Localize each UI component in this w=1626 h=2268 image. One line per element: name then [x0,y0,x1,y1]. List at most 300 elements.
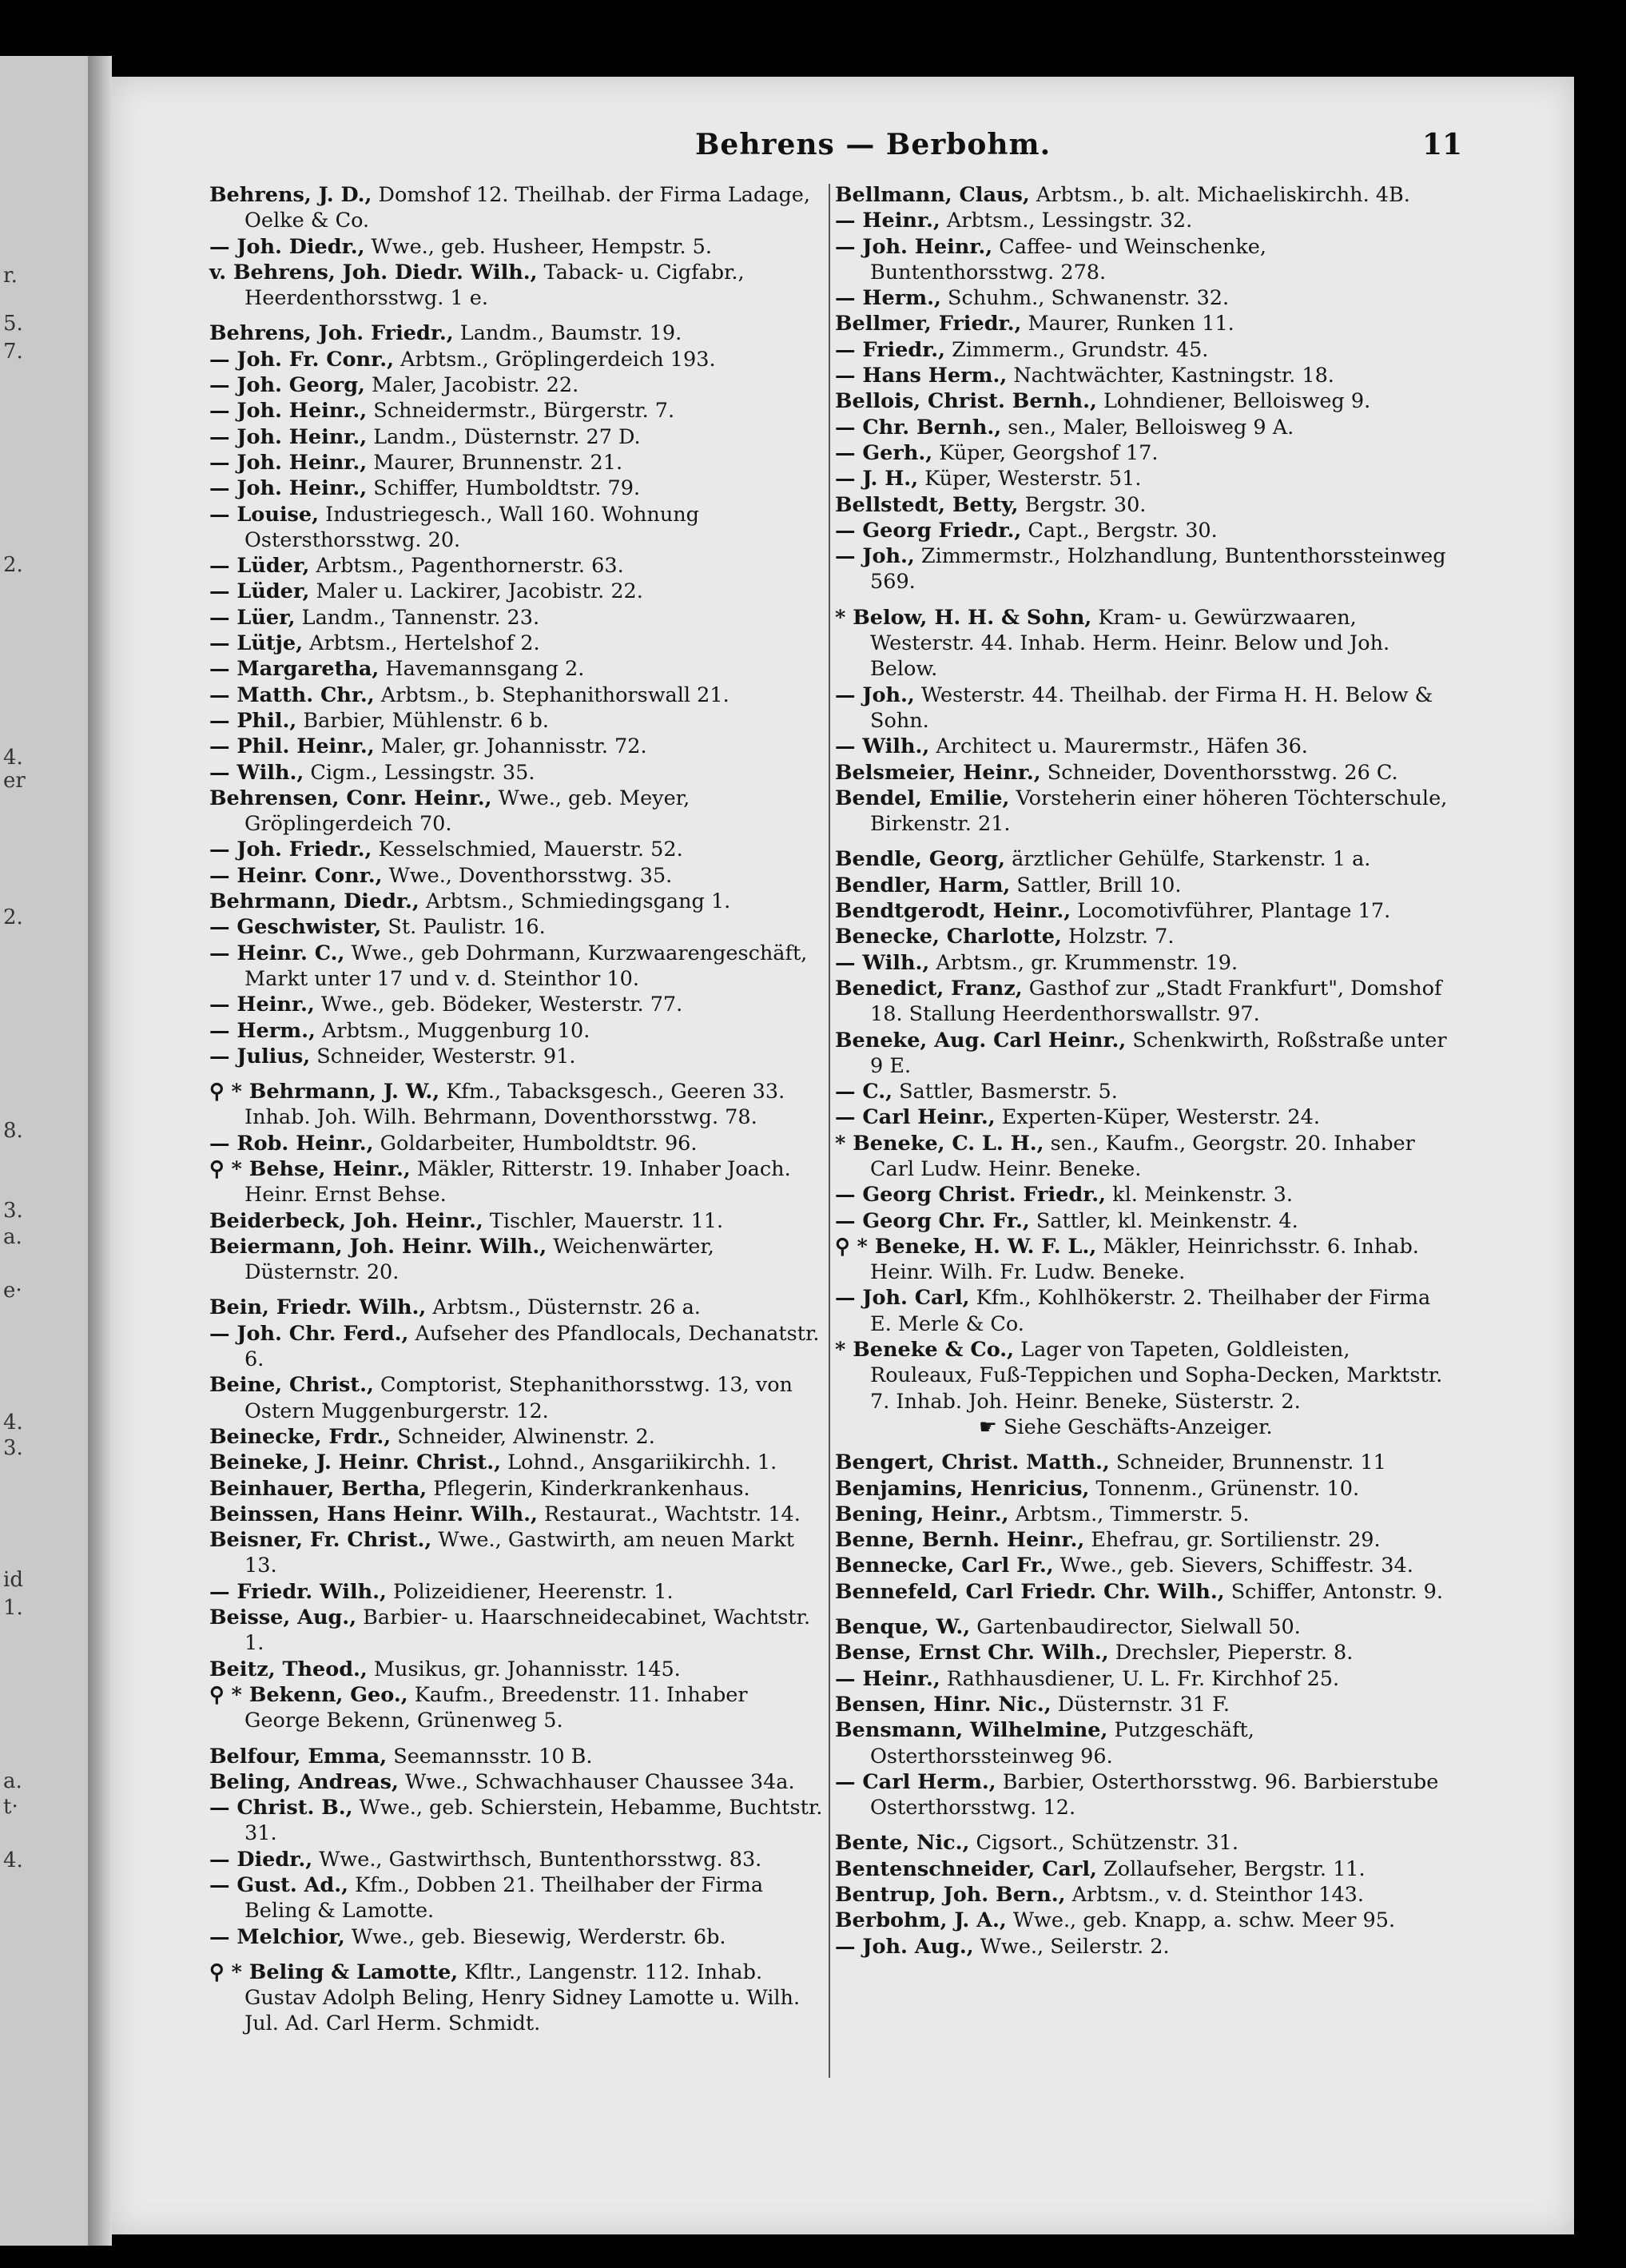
directory-entry [835,1934,1450,1960]
directory-entry [835,440,1450,466]
entry-name: Bente, Nic., [835,1831,970,1856]
directory-entry [835,734,1450,759]
entry-name: v. Behrens, Joh. Diedr. Wilh., [209,260,538,284]
previous-page-fragment: r. [3,264,18,288]
directory-entry [209,475,825,501]
directory-entry [835,415,1450,440]
directory-entry [835,1908,1450,1933]
entry-details: Architect u. Maurermstr., Häfen 36. [929,734,1308,759]
entry-details: Arbtsm., Pagenthornerstr. 63. [309,554,624,579]
entry-name: Beinecke, Frdr., [209,1424,392,1449]
directory-entry [209,320,825,346]
entry-name: — Matth. Chr., [209,682,375,707]
entry-name: — Joh. Friedr., [209,838,372,862]
entry-name: — Georg Christ. Friedr., [835,1183,1107,1208]
entry-name: Beisse, Aug., [209,1606,357,1630]
entry-name: — Joh. Aug., [835,1934,974,1959]
entry-name: — Friedr., [835,337,946,362]
entry-name: — Joh. Heinr., [209,424,368,449]
entry-name: Bentenschneider, Carl, [835,1856,1097,1881]
directory-entry [209,656,825,682]
previous-page-fragment: t· [3,1795,18,1819]
directory-entry [209,1424,825,1450]
entry-name: — Wilh., [835,950,930,975]
directory-entry [835,976,1450,1028]
entry-details: Restaurat., Wachtstr. 14. [537,1502,801,1526]
directory-entry [209,372,825,398]
directory-entry [209,863,825,889]
entry-details: Comptorist, Stephanithorsstwg. 13, von Ostern Muggenburgerstr. 12. [244,1373,793,1423]
directory-entry [835,466,1450,491]
entry-name: Behrmann, Diedr., [209,889,419,914]
entry-details: Goldarbeiter, Humboldtstr. 96. [373,1131,698,1156]
entry-details: Zollaufseher, Bergstr. 11. [1096,1856,1366,1881]
previous-page-fragment: e· [3,1279,22,1303]
entry-details: Barbier- u. Haarschneidecabinet, Wachtstr. 1. [244,1606,811,1656]
entry-details: Vorsteherin einer höheren Töchterschule, Birkenstr. 21. [870,786,1448,837]
entry-details: Arbtsm., gr. Krummenstr. 19. [929,950,1238,975]
entry-name: Bentrup, Joh. Bern., [835,1883,1066,1907]
directory-entry [209,1605,825,1657]
entry-details: kl. Meinkenstr. 3. [1106,1183,1293,1208]
entry-name: Behrensen, Conr. Heinr., [209,786,492,810]
previous-page-fragment: 2. [3,905,23,929]
directory-entry [835,924,1450,949]
entry-details: Taback- u. Cigfabr., Heerdenthorsstwg. 1 e. [244,260,745,311]
entry-details: Maler, Jacobistr. 22. [364,373,579,398]
directory-entry [835,1285,1450,1337]
entry-details: sen., Maler, Belloisweg 9 A. [1001,415,1294,440]
directory-entry [209,1847,825,1872]
entry-name: Beinhauer, Bertha, [209,1476,427,1501]
entry-name: Behrens, J. D., [209,183,372,207]
entry-name: Beine, Christ., [209,1373,374,1398]
entry-details: Schuhm., Schwanenstr. 32. [940,286,1230,311]
entry-name: — Heinr., [209,993,315,1017]
entry-name: ⚲ * Beneke, H. W. F. L., [835,1234,1097,1259]
entry-name: Bellmer, Friedr., [835,312,1022,336]
directory-entry [835,1527,1450,1553]
directory-entry [835,846,1450,872]
entry-details: Gasthof zur „Stadt Frankfurt", Domshof 18. Stallung Heerdenthorswallstr. 97. [870,976,1442,1027]
entry-details: Arbtsm., Lessingstr. 32. [940,209,1193,233]
entry-name: — Phil., [209,708,297,733]
entry-name: — Julius, [209,1044,311,1068]
entry-name: — Joh. Carl, [835,1286,970,1311]
entry-name: Bengert, Christ. Matth., [835,1450,1110,1475]
entry-details: sen., Kaufm., Georgstr. 20. Inhaber Carl Ludw. Heinr. Beneke. [870,1131,1415,1181]
entry-name: — Louise, [209,502,320,527]
entry-name: — J. H., [835,467,919,491]
entry-details: Lohnd., Ansgariikirchh. 1. [500,1450,777,1475]
entry-details: Kram- u. Gewürzwaaren, Westerstr. 44. Inhab. Herm. Heinr. Below und Joh. Below. [870,605,1390,682]
directory-entry [835,1579,1450,1605]
entry-details: Aufseher des Pfandlocals, Dechanatstr. 6. [244,1321,820,1372]
previous-page-fragment: 3. [3,1436,23,1460]
entry-details: Arbtsm., Gröplingerdeich 193. [393,347,716,372]
entry-name: — Lüder, [209,554,310,579]
directory-entry [209,837,825,862]
entry-details: Drechsler, Pieperstr. 8. [1108,1641,1354,1665]
book-spine [88,56,112,2246]
entry-details: Wwe., geb. Meyer, Gröplingerdeich 70. [244,786,690,837]
entry-name: Bense, Ernst Chr. Wilh., [835,1641,1109,1665]
entry-name: Bensmann, Wilhelmine, [835,1718,1108,1743]
entry-name: — Joh. Chr. Ferd., [209,1321,409,1346]
directory-entry [209,1769,825,1795]
entry-details: Arbtsm., Timmerstr. 5. [1008,1502,1250,1526]
previous-page-fragment: a. [3,1769,22,1793]
entry-details: Havemannsgang 2. [379,657,585,682]
entry-details: Schneidermstr., Bürgerstr. 7. [367,399,675,424]
cross-reference-note: ☛ Siehe Geschäfts-Anzeiger. [979,1415,1273,1439]
directory-entry [835,898,1450,924]
directory-entry [835,388,1450,414]
directory-entry [209,1502,825,1527]
directory-entry [209,734,825,759]
entry-details: Cigm., Lessingstr. 35. [304,760,535,785]
entry-details: Cigsort., Schützenstr. 31. [969,1831,1238,1856]
directory-entry [835,1476,1450,1502]
entry-name: — Joh. Heinr., [209,476,368,501]
previous-page-fragment: 3. [3,1199,23,1223]
left-column [209,182,825,2037]
directory-entry [209,182,825,234]
directory-entry [209,1744,825,1769]
previous-page-fragment: 8. [3,1119,23,1143]
entry-name: — Herm., [209,1018,316,1043]
entry-details: Küper, Georgshof 17. [932,440,1159,465]
directory-entry [209,941,825,993]
column-divider [829,184,830,2078]
directory-entry [835,1337,1450,1415]
entry-name: * Below, H. H. & Sohn, [835,605,1092,630]
entry-name: Beisner, Fr. Christ., [209,1528,432,1553]
entry-name: — Gerh., [835,440,933,465]
directory-entry [209,1450,825,1475]
entry-name: — Melchior, [209,1924,345,1949]
previous-page-fragment: 4. [3,746,23,770]
entry-details: Polizeidiener, Heerenstr. 1. [386,1579,674,1604]
directory-entry [835,682,1450,734]
entry-details: Holzstr. 7. [1061,925,1175,949]
directory-entry [835,1450,1450,1475]
entry-details: Wwe., geb. Sievers, Schiffestr. 34. [1053,1554,1413,1578]
entry-details: Landm., Düsternstr. 27 D. [367,424,641,449]
entry-details: Barbier, Osterthorsstwg. 96. Barbierstube Osterthorsstwg. 12. [870,1769,1439,1820]
entry-name: — Georg Friedr., [835,518,1022,543]
entry-name: — Heinr., [835,209,940,233]
entry-details: Capt., Bergstr. 30. [1021,518,1218,543]
directory-entry [209,1079,825,1131]
entry-details: Arbtsm., v. d. Steinthor 143. [1065,1883,1365,1907]
directory-entry [835,518,1450,543]
directory-entry [835,1640,1450,1665]
directory-entry [835,1692,1450,1717]
entry-details: Wwe., Gastwirth, am neuen Markt 13. [244,1528,795,1578]
directory-entry [209,1960,825,2037]
entry-name: — Joh. Diedr., [209,234,365,259]
entry-details: Westerstr. 44. Theilhab. der Firma H. H. Below & Sohn. [870,682,1433,733]
entry-name: Beinssen, Hans Heinr. Wilh., [209,1502,538,1526]
entry-details: Rathhausdiener, U. L. Fr. Kirchhof 25. [940,1666,1340,1691]
directory-entry [835,1079,1450,1104]
entry-name: — Margaretha, [209,657,380,682]
directory-entry [209,1579,825,1605]
directory-entry [835,873,1450,898]
directory-entry [835,1882,1450,1908]
directory-entry [209,1234,825,1286]
entry-details: Kesselschmied, Mauerstr. 52. [372,838,683,862]
directory-entry [209,914,825,940]
entry-name: Behrens, Joh. Friedr., [209,321,454,346]
entry-name: — Hans Herm., [835,364,1008,388]
previous-page-edge [0,56,88,2246]
entry-name: Beitz, Theod., [209,1657,368,1681]
entry-name: * Beneke & Co., [835,1338,1015,1363]
entry-details: Landm., Tannenstr. 23. [295,605,540,630]
directory-entry [209,1476,825,1502]
directory-entry [835,786,1450,838]
entry-name: — Heinr. Conr., [209,863,383,888]
previous-page-fragment: a. [3,1225,22,1249]
entry-details: Tonnenm., Grünenstr. 10. [1089,1476,1360,1501]
entry-details: Schneider, Doventhorsstwg. 26 C. [1040,760,1398,785]
previous-page-fragment: 5. [3,312,23,336]
entry-details: Wwe., geb. Bödeker, Westerstr. 77. [314,993,683,1017]
entry-details: Kfm., Dobben 21. Theilhaber der Firma Beling & Lamotte. [244,1873,764,1924]
entry-name: — Georg Chr. Fr., [835,1208,1030,1233]
entry-name: — Heinr. C., [209,941,345,965]
directory-entry [209,682,825,708]
directory-entry [209,1131,825,1156]
previous-page-fragment: 2. [3,553,23,577]
directory-entry [209,1924,825,1950]
right-column [835,182,1450,1960]
previous-page-fragment: 4. [3,1848,23,1872]
entry-details: Sattler, Brill 10. [1010,873,1182,897]
entry-details: Kfm., Kohlhökerstr. 2. Theilhaber der Firma E. Merle & Co. [870,1286,1431,1336]
entry-name: — Friedr. Wilh., [209,1579,387,1604]
entry-name: ⚲ * Behse, Heinr., [209,1156,411,1181]
directory-entry [209,1018,825,1044]
entry-details: Kfltr., Langenstr. 112. Inhab. Gustav Adolph Beling, Henry Sidney Lamotte u. Wilh. Jul. Ad. Carl Herm. Schmidt. [244,1960,801,2036]
entry-details: Domshof 12. Theilhab. der Firma Ladage, Oelke & Co. [244,183,810,233]
entry-name: Beling, Andreas, [209,1769,399,1794]
entry-details: Weichenwärter, Düsternstr. 20. [244,1234,714,1285]
entry-name: Beneke, Aug. Carl Heinr., [835,1028,1127,1052]
entry-details: Wwe., Gastwirthsch, Buntenthorsstwg. 83. [312,1847,762,1872]
directory-entry [209,347,825,372]
directory-entry [209,502,825,554]
entry-name: Bendler, Harm, [835,873,1011,897]
directory-entry [835,337,1450,363]
entry-details: Wwe., geb Dohrmann, Kurzwaarengeschäft, Markt unter 17 und v. d. Steinthor 10. [244,941,808,991]
directory-entry [835,543,1450,595]
entry-details: Zimmerm., Grundstr. 45. [945,337,1209,362]
page-header [0,128,1626,168]
directory-entry [209,631,825,656]
previous-page-fragment: id [3,1568,23,1592]
entry-name: Bellois, Christ. Bernh., [835,389,1097,414]
entry-details: Ehefrau, gr. Sortilienstr. 29. [1084,1528,1381,1553]
directory-entry [835,1502,1450,1527]
entry-details: Küper, Westerstr. 51. [918,467,1142,491]
entry-name: Bennecke, Carl Fr., [835,1554,1054,1578]
entry-name: — Joh. Georg, [209,373,365,398]
entry-details: Bergstr. 30. [1018,492,1147,517]
entry-details: Wwe., Doventhorsstwg. 35. [382,863,673,888]
entry-name: Bening, Heinr., [835,1502,1009,1526]
entry-name: — Gust. Ad., [209,1873,348,1897]
entry-details: Schenkwirth, Roßstraße unter 9 E. [870,1028,1447,1078]
directory-entry [209,1795,825,1847]
directory-entry [209,889,825,914]
directory-entry [835,1717,1450,1769]
directory-entry [835,1028,1450,1080]
entry-name: — Lüer, [209,605,296,630]
entry-name: ⚲ * Beling & Lamotte, [209,1960,459,1984]
entry-name: — Joh. Fr. Conr., [209,347,394,372]
entry-details: Schneider, Alwinenstr. 2. [391,1424,655,1449]
directory-entry [835,1104,1450,1130]
directory-entry [835,1614,1450,1640]
directory-entry [835,1666,1450,1692]
directory-entry [835,285,1450,311]
entry-name: Bendtgerodt, Heinr., [835,899,1071,924]
entry-name: Belfour, Emma, [209,1744,388,1769]
entry-details: Nachtwächter, Kastningstr. 18. [1007,364,1334,388]
directory-entry [209,450,825,475]
entry-details: Tischler, Mauerstr. 11. [483,1208,724,1233]
entry-name: — Phil. Heinr., [209,734,375,759]
entry-name: * Beneke, C. L. H., [835,1131,1044,1156]
entry-details: Schneider, Brunnenstr. 11 [1109,1450,1386,1475]
entry-details: Sattler, kl. Meinkenstr. 4. [1029,1208,1298,1233]
entry-name: — Carl Heinr., [835,1105,996,1130]
directory-entry [209,260,825,312]
directory-entry [835,363,1450,388]
entry-details: Experten-Küper, Westerstr. 24. [995,1105,1320,1130]
entry-name: Beiermann, Joh. Heinr. Wilh., [209,1234,547,1259]
entry-details: Locomotivführer, Plantage 17. [1071,899,1391,924]
entry-name: — Geschwister, [209,915,382,940]
entry-name: — Lüder, [209,579,310,604]
entry-details: Wwe., geb. Husheer, Hempstr. 5. [364,234,712,259]
entry-details: Lohndiener, Belloisweg 9. [1096,389,1371,414]
entry-details: Arbtsm., Schmiedingsgang 1. [419,889,731,914]
entry-details: Arbtsm., Düsternstr. 26 a. [426,1295,701,1320]
directory-entry [209,1682,825,1734]
entry-details: Wwe., geb. Knapp, a. schw. Meer 95. [1006,1908,1396,1933]
directory-entry [209,992,825,1017]
entry-name: — Wilh., [835,734,930,759]
entry-details: Arbtsm., Muggenburg 10. [315,1018,590,1043]
entry-name: Benque, W., [835,1615,971,1640]
directory-entry [209,553,825,579]
entry-details: Industriegesch., Wall 160. Wohnung Ostersthorsstwg. 20. [244,502,699,552]
directory-entry [209,579,825,604]
directory-entry [835,760,1450,786]
directory-entry [209,1872,825,1924]
entry-name: Benecke, Charlotte, [835,925,1062,949]
entry-details: Düsternstr. 31 F. [1051,1692,1230,1717]
entry-name: Belsmeier, Heinr., [835,760,1041,785]
entry-name: Bendle, Georg, [835,847,1005,872]
entry-details: Maurer, Brunnenstr. 21. [367,450,623,475]
entry-details: Maler, gr. Johannisstr. 72. [374,734,647,759]
directory-entry [209,1156,825,1208]
directory-entry [209,1321,825,1373]
entry-details: Arbtsm., b. Stephanithorswall 21. [374,682,730,707]
entry-details: Maurer, Runken 11. [1021,312,1234,336]
entry-name: Benedict, Franz, [835,976,1023,1001]
entry-details: Wwe., geb. Schierstein, Hebamme, Buchtstr. 31. [244,1796,823,1846]
entry-name: Bendel, Emilie, [835,786,1010,810]
entry-details: Musikus, gr. Johannisstr. 145. [367,1657,681,1681]
directory-entry [835,605,1450,682]
entry-details: Schiffer, Antonstr. 9. [1224,1579,1443,1604]
entry-name: Bellstedt, Betty, [835,492,1019,517]
entry-details: Maler u. Lackirer, Jacobistr. 22. [309,579,643,604]
entry-details: Landm., Baumstr. 19. [453,321,682,346]
previous-page-fragment: 7. [3,340,23,364]
entry-name: — Herm., [835,286,941,311]
entry-name: — Heinr., [835,1666,940,1691]
directory-entry [835,1769,1450,1821]
entry-name: Bein, Friedr. Wilh., [209,1295,427,1320]
page-number: 11 [1422,128,1463,161]
directory-entry [835,311,1450,336]
entry-name: Bennefeld, Carl Friedr. Chr. Wilh., [835,1579,1225,1604]
directory-entry [209,1044,825,1069]
entry-details: Gartenbaudirector, Sielwall 50. [970,1615,1301,1640]
directory-entry [209,398,825,424]
directory-entry [835,1182,1450,1208]
directory-entry [835,1553,1450,1578]
entry-name: Benjamins, Henricius, [835,1476,1090,1501]
entry-name: ⚲ * Behrmann, J. W., [209,1080,440,1104]
entry-details: Sattler, Basmerstr. 5. [892,1080,1118,1104]
entry-details: Schiffer, Humboldtstr. 79. [367,476,641,501]
entry-name: — C., [835,1080,893,1104]
entry-details: Kaufm., Breedenstr. 11. Inhaber George Bekenn, Grünenweg 5. [244,1682,748,1733]
entry-details: Lager von Tapeten, Goldleisten, Rouleaux, Fuß-Teppichen und Sopha-Decken, Marktstr. 7. Inhab. Joh. Heinr. Beneke, Süsterstr. 2. [870,1338,1443,1414]
entry-name: — Christ. B., [209,1796,353,1820]
entry-name: — Joh., [835,544,915,569]
entry-name: ⚲ * Bekenn, Geo., [209,1682,408,1707]
entry-details: Caffee- und Weinschenke, Buntenthorsstwg. 278. [870,234,1267,284]
entry-details: Mäkler, Heinrichsstr. 6. Inhab. Heinr. Wilh. Fr. Ludw. Beneke. [870,1234,1419,1285]
directory-entry [835,492,1450,518]
entry-details: Kfm., Tabacksgesch., Geeren 33. Inhab. Joh. Wilh. Behrmann, Doventhorsstwg. 78. [244,1080,785,1130]
directory-entry [209,1657,825,1682]
entry-details: Arbtsm., Hertelshof 2. [302,631,540,656]
directory-entry [209,1527,825,1579]
directory-entry [835,1208,1450,1234]
entry-details: Seemannsstr. 10 B. [387,1744,593,1769]
entry-name: Berbohm, J. A., [835,1908,1007,1933]
directory-entry [209,1208,825,1234]
entry-name: — Joh. Heinr., [835,234,993,259]
entry-details: Wwe., geb. Biesewig, Werderstr. 6b. [344,1924,726,1949]
entry-name: Bensen, Hinr. Nic., [835,1692,1052,1717]
directory-entry [835,1856,1450,1882]
entry-name: — Joh. Heinr., [209,399,368,424]
directory-entry [209,605,825,631]
entry-name: — Wilh., [209,760,304,785]
directory-entry [209,786,825,838]
